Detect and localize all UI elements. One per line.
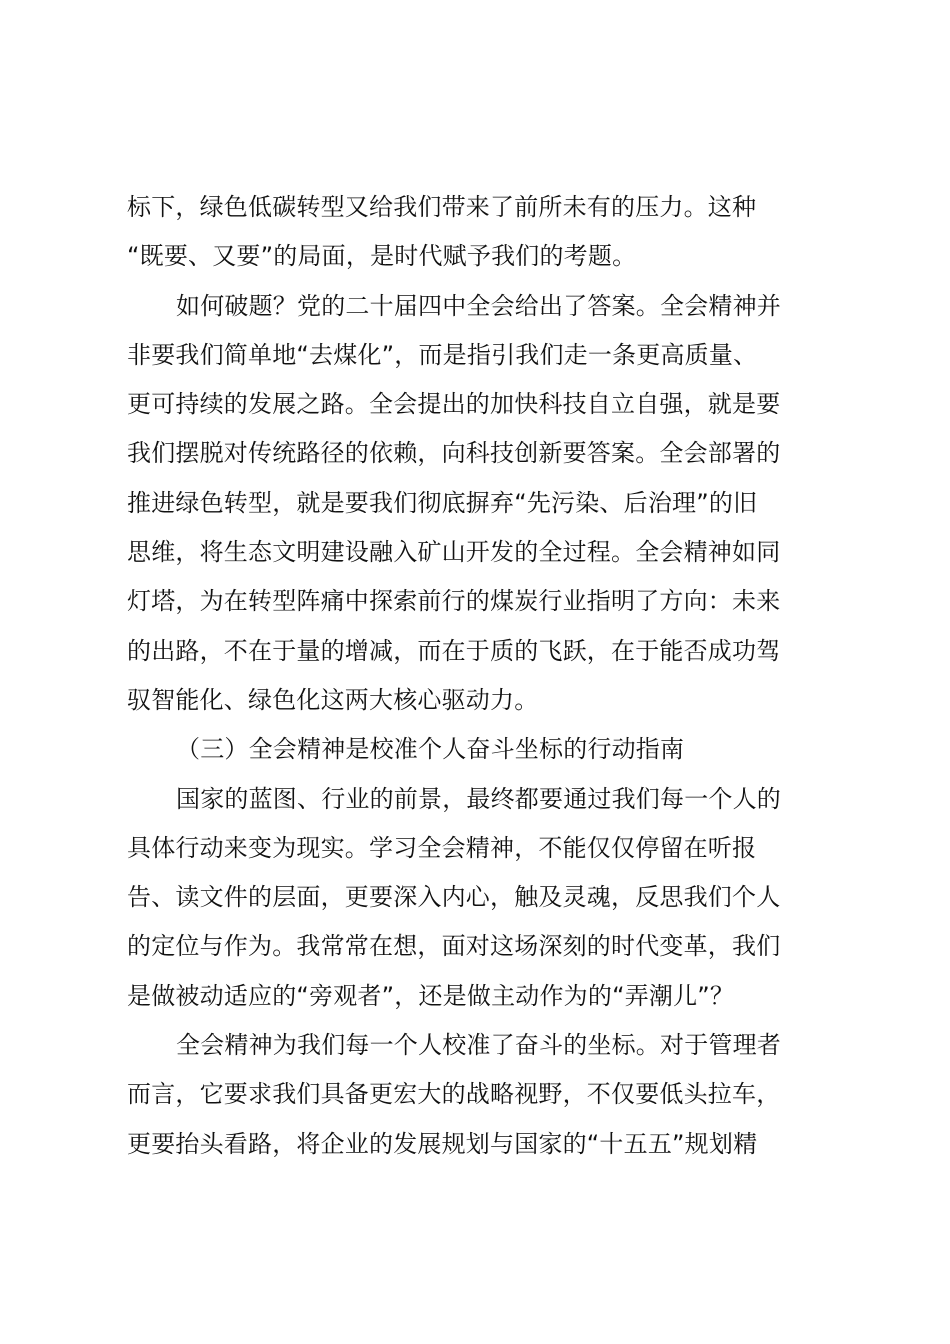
paragraph-line: 具体行动来变为现实。学习全会精神，不能仅仅停留在听报 [127, 834, 757, 862]
section-heading: （三）全会精神是校准个人奋斗坐标的行动指南 [176, 735, 685, 763]
paragraph-line: 告、读文件的层面，更要深入内心，触及灵魂，反思我们个人 [127, 883, 781, 911]
paragraph-line: 标下，绿色低碳转型又给我们带来了前所未有的压力。这种 [127, 193, 757, 221]
paragraph-line: 灯塔，为在转型阵痛中探索前行的煤炭行业指明了方向：未来 [127, 587, 781, 615]
paragraph-first-line: 如何破题？党的二十届四中全会给出了答案。全会精神并 [176, 292, 781, 320]
paragraph-line: 的出路，不在于量的增减，而在于质的飞跃，在于能否成功驾 [127, 637, 781, 665]
paragraph-first-line: 国家的蓝图、行业的前景，最终都要通过我们每一个人的 [176, 785, 781, 813]
paragraph-line: “既要、又要”的局面，是时代赋予我们的考题。 [127, 242, 637, 270]
paragraph-line: 的定位与作为。我常常在想，面对这场深刻的时代变革，我们 [127, 932, 781, 960]
paragraph-line: 思维，将生态文明建设融入矿山开发的全过程。全会精神如同 [127, 538, 781, 566]
paragraph-first-line: 全会精神为我们每一个人校准了奋斗的坐标。对于管理者 [176, 1031, 781, 1059]
paragraph-line: 更可持续的发展之路。全会提出的加快科技自立自强，就是要 [127, 390, 781, 418]
paragraph-line: 而言，它要求我们具备更宏大的战略视野，不仅要低头拉车， [127, 1080, 781, 1108]
paragraph-line: 非要我们简单地“去煤化”，而是指引我们走一条更高质量、 [127, 341, 758, 369]
paragraph-line: 更要抬头看路，将企业的发展规划与国家的“十五五”规划精 [127, 1130, 758, 1158]
paragraph-line: 是做被动适应的“旁观者”，还是做主动作为的“弄潮儿”？ [127, 982, 735, 1010]
paragraph-line: 推进绿色转型，就是要我们彻底摒弃“先污染、后治理”的旧 [127, 489, 758, 517]
paragraph-line: 我们摆脱对传统路径的依赖，向科技创新要答案。全会部署的 [127, 439, 781, 467]
paragraph-line: 驭智能化、绿色化这两大核心驱动力。 [127, 686, 539, 714]
